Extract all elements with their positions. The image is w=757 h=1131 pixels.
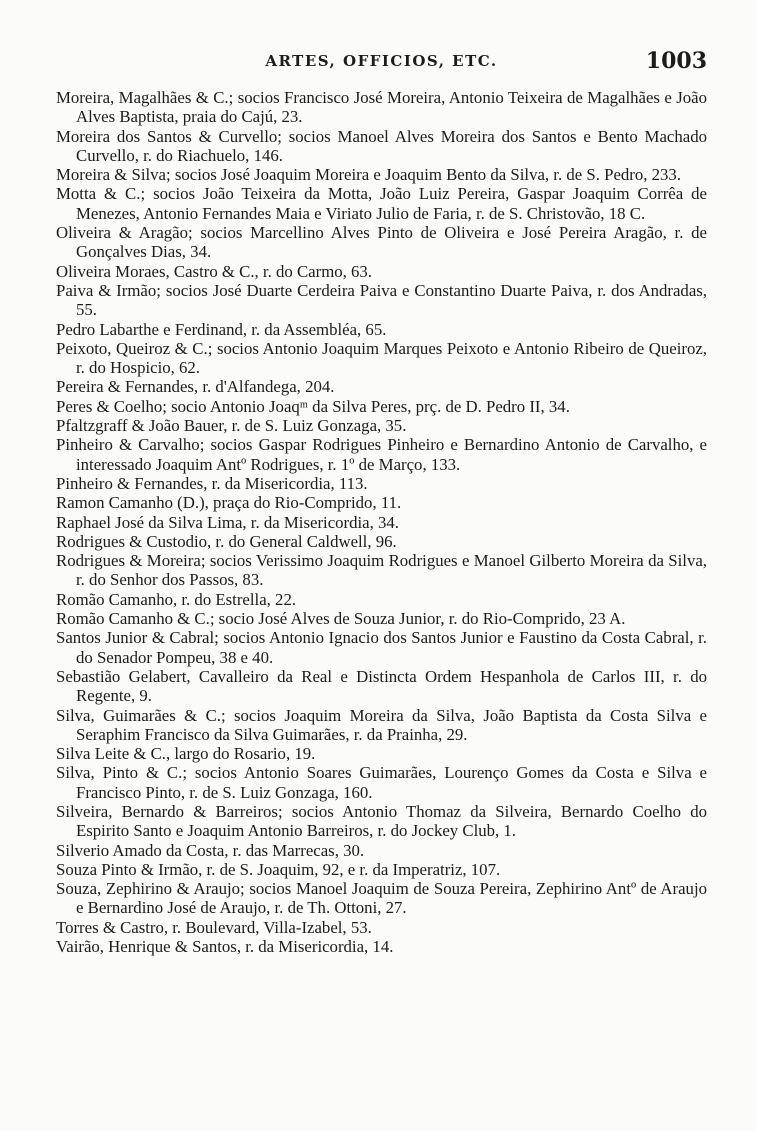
directory-entry: Oliveira & Aragão; socios Marcellino Alves Pinto de Oliveira e José Pereira Aragão, r. de Gonçalves Dias, 34. bbox=[56, 223, 707, 262]
directory-entry: Romão Camanho & C.; socio José Alves de Souza Junior, r. do Rio-Comprido, 23 A. bbox=[56, 609, 626, 629]
directory-entry: Raphael José da Silva Lima, r. da Misericordia, 34. bbox=[56, 512, 399, 532]
directory-entry: Rodrigues & Custodio, r. do General Caldwell, 96. bbox=[56, 531, 397, 551]
directory-entry: Silverio Amado da Costa, r. das Marrecas, 30. bbox=[56, 840, 365, 860]
directory-entry: Silva, Pinto & C.; socios Antonio Soares Guimarães, Lourenço Gomes da Costa e Silva e Francisco Pinto, r. de S. Luiz Gonzaga, 160. bbox=[56, 763, 707, 802]
directory-entry: Romão Camanho, r. do Estrella, 22. bbox=[56, 589, 297, 609]
directory-entry: Silveira, Bernardo & Barreiros; socios Antonio Thomaz da Silveira, Bernardo Coelho do Espirito Santo e Joaquim Antonio Barreiros, r. do Jockey Club, 1. bbox=[56, 801, 707, 841]
directory-entry: Silva Leite & C., largo do Rosario, 19. bbox=[56, 744, 316, 764]
directory-entry: Peres & Coelho; socio Antonio Joaqᵐ da Silva Peres, prç. de D. Pedro II, 34. bbox=[56, 396, 570, 416]
directory-entry: Ramon Camanho (D.), praça do Rio-Comprido, 11. bbox=[56, 493, 402, 513]
directory-entry: Moreira, Magalhães & C.; socios Francisco José Moreira, Antonio Teixeira de Magalhães e João Alves Baptista, praia do Cajú, 23. bbox=[56, 88, 707, 127]
directory-entries bbox=[56, 88, 707, 956]
directory-entry: Torres & Castro, r. Boulevard, Villa-Izabel, 53. bbox=[56, 917, 372, 937]
directory-entry: Paiva & Irmão; socios José Duarte Cerdeira Paiva e Constantino Duarte Paiva, r. dos Andradas, 55. bbox=[56, 280, 707, 320]
directory-entry: Sebastião Gelabert, Cavalleiro da Real e Distincta Ordem Hespanhola de Carlos III, r. do Regente, 9. bbox=[56, 666, 707, 706]
directory-entry: Motta & C.; socios João Teixeira da Motta, João Luiz Pereira, Gaspar Joaquim Corrêa de Menezes, Antonio Fernandes Maia e Viriato Julio de Faria, r. de S. Christovão, 18 C. bbox=[56, 184, 707, 223]
directory-entry: Oliveira Moraes, Castro & C., r. do Carmo, 63. bbox=[56, 261, 372, 281]
directory-entry: Rodrigues & Moreira; socios Verissimo Joaquim Rodrigues e Manoel Gilberto Moreira da Silva, r. do Senhor dos Passos, 83. bbox=[56, 551, 707, 590]
directory-entry: Souza, Zephirino & Araujo; socios Manoel Joaquim de Souza Pereira, Zephirino Antº de Araujo e Bernardino José de Araujo, r. de Th. Ottoni, 27. bbox=[56, 879, 707, 918]
directory-entry: Souza Pinto & Irmão, r. de S. Joaquim, 92, e r. da Imperatriz, 107. bbox=[56, 859, 501, 879]
directory-entry: Moreira & Silva; socios José Joaquim Moreira e Joaquim Bento da Silva, r. de S. Pedro, 233. bbox=[56, 165, 682, 185]
directory-entry: Vairão, Henrique & Santos, r. da Misericordia, 14. bbox=[56, 937, 394, 957]
directory-entry: Moreira dos Santos & Curvello; socios Manoel Alves Moreira dos Santos e Bento Machado Curvello, r. do Riachuelo, 146. bbox=[56, 126, 707, 165]
running-head bbox=[56, 48, 707, 82]
directory-entry: Pinheiro & Fernandes, r. da Misericordia, 113. bbox=[56, 473, 368, 493]
directory-entry: Pfaltzgraff & João Bauer, r. de S. Luiz Gonzaga, 35. bbox=[56, 416, 407, 436]
page-number: 1003 bbox=[645, 48, 707, 74]
section-title: ARTES, OFFICIOS, ETC. bbox=[265, 52, 498, 70]
directory-entry: Santos Junior & Cabral; socios Antonio Ignacio dos Santos Junior e Faustino da Costa Cabral, r. do Senador Pompeu, 38 e 40. bbox=[56, 628, 707, 667]
directory-entry: Pedro Labarthe e Ferdinand, r. da Assembléa, 65. bbox=[56, 319, 387, 339]
directory-entry: Silva, Guimarães & C.; socios Joaquim Moreira da Silva, João Baptista da Costa Silva e Seraphim Francisco da Silva Guimarães, r. da Prainha, 29. bbox=[56, 705, 707, 744]
directory-entry: Peixoto, Queiroz & C.; socios Antonio Joaquim Marques Peixoto e Antonio Ribeiro de Queiroz, r. do Hospicio, 62. bbox=[56, 338, 707, 378]
directory-entry: Pinheiro & Carvalho; socios Gaspar Rodrigues Pinheiro e Bernardino Antonio de Carvalho, e interessado Joaquim Antº Rodrigues, r. 1º de Março, 133. bbox=[56, 435, 707, 474]
directory-entry: Pereira & Fernandes, r. d'Alfandega, 204. bbox=[56, 377, 335, 397]
